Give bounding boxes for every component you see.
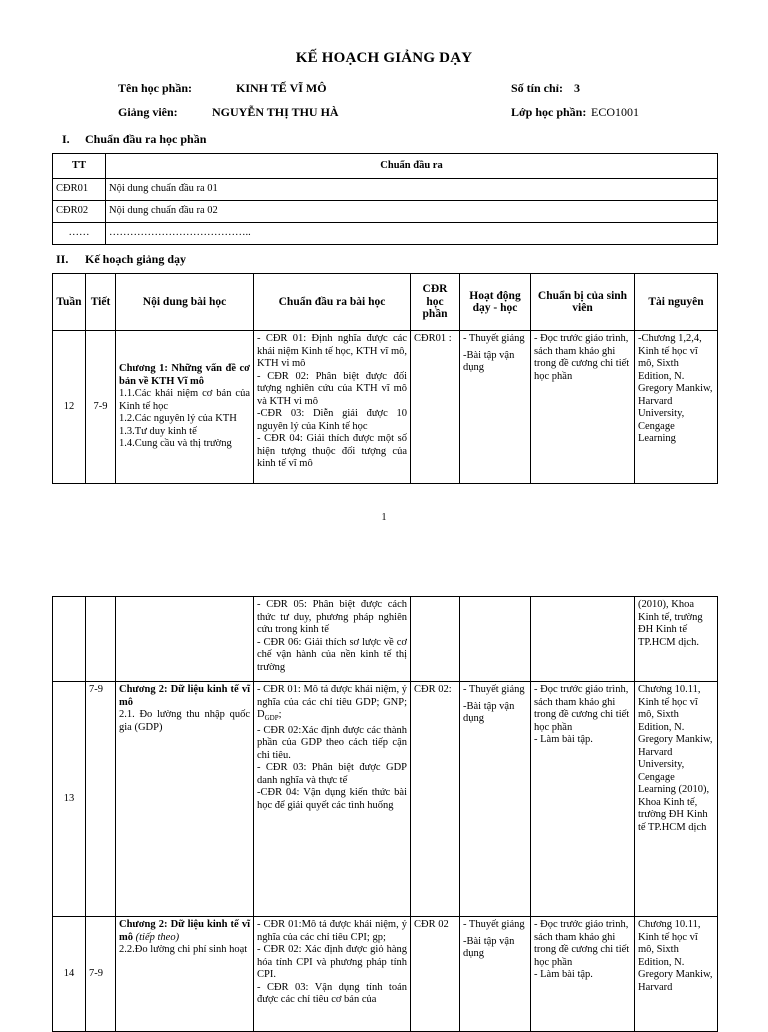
period-cell: 7-9 [86,917,116,1032]
period-cell: 7-9 [86,331,116,484]
activities-cell [460,682,531,917]
course-outcome-cell: CĐR 02: [411,682,460,917]
header-course-outcome: CĐR học phần [411,274,460,331]
lesson-outcomes-cell: - CĐR 01:Mô tả được khái niệm, ý nghĩa của các chỉ tiêu CPI; gp; - CĐR 02: Xác định được giỏ hàng hóa tính CPI và phương pháp tính CPI. - CĐR 03: Vận dụng tính toán được các chỉ tiêu cơ bản của [254,917,411,1032]
course-outcome-cell [411,597,460,682]
outcome-code: …… [53,223,106,245]
preparation-cell: - Đọc trước giáo trình, sách tham khảo ghi trong đề cương chi tiết học phần - Làm bài tập. [531,682,635,917]
outcomes-header-content: Chuẩn đầu ra [106,154,718,179]
class-value: ECO1001 [591,105,639,119]
outcomes-subscript: GDP [264,714,279,723]
lesson-item: 1.4.Cung cầu và thị trường [119,438,232,450]
lesson-item: 1.1.Các khái niệm cơ bản của Kinh tế học [119,388,250,412]
chapter-note: (tiếp theo) [135,931,180,943]
plan-table-page1 [52,273,718,484]
header-week: Tuần [53,274,86,331]
preparation-cell: - Đọc trước giáo trình, sách tham khảo ghi trong đề cương chi tiết học phần - Làm bài tập. [531,917,635,1032]
section-2-title: Kế hoạch giảng dạy [85,252,187,266]
lesson-item: 2.2.Đo lường chi phí sinh hoạt [119,944,248,955]
chapter-title: Chương 2: Dữ liệu kinh tế vĩ mô [119,684,250,708]
content-cell [116,597,254,682]
content-cell [116,682,254,917]
chapter-title: Chương 1: Những vấn đề cơ bản về KTH Vĩ mô [119,363,250,387]
resources-cell: (2010), Khoa Kinh tế, trường ĐH Kinh tế TP.HCM dịch. [635,597,718,682]
outcome-code: CĐR02 [53,201,106,223]
resources-cell: Chương 10.11, Kinh tế học vĩ mô, Sixth Edition, N. Gregory Mankiw, Harvard [635,917,718,1032]
preparation-cell: - Đọc trước giáo trình, sách tham khảo ghi trong đề cương chi tiết học phần [531,331,635,484]
resources-cell: Chương 10.11, Kinh tế học vĩ mô, Sixth Edition, N. Gregory Mankiw, Harvard University, Cengage Learning (2010), Khoa Kinh tế, trường ĐH Kinh tế TP.HCM dịch [635,682,718,917]
page-number: 1 [381,512,387,523]
section-1-number: I. [62,132,70,146]
header-preparation: Chuẩn bị của sinh viên [531,274,635,331]
week-cell: 14 [53,917,86,1032]
lesson-item: 1.2.Các nguyên lý của KTH [119,413,237,425]
activity-exercise: -Bài tập vận dụng [463,935,515,959]
header-lesson-outcomes: Chuẩn đầu ra bài học [254,274,411,331]
content-cell [116,331,254,484]
activities-cell [460,917,531,1032]
outcome-text: ………………………………….. [106,223,718,245]
course-label: Tên học phần: [118,81,193,95]
plan-table-page2 [52,596,718,1032]
header-period: Tiết [86,274,116,331]
period-cell: 7-9 [86,682,116,917]
outcome-code: CĐR01 [53,179,106,201]
outcomes-header-tt: TT [53,154,106,179]
course-outcome-cell: CĐR01 : [411,331,460,484]
activities-cell [460,597,531,682]
activity-exercise: -Bài tập vận dụng [463,349,515,373]
activity-lecture: - Thuyết giảng [463,919,525,930]
table-row [53,201,718,223]
class-label: Lớp học phần: [511,105,587,119]
table-row [53,597,718,682]
header-content: Nội dung bài học [116,274,254,331]
lesson-item: 2.1. Đo lường thu nhập quốc gia (GDP) [119,709,250,733]
week-cell [53,597,86,682]
lecturer-label: Giảng viên: [118,105,178,119]
header-activities: Hoạt động dạy - học [460,274,531,331]
table-row [53,331,718,484]
lesson-outcomes-cell: - CĐR 01: Định nghĩa được các khái niệm Kinh tế học, KTH vĩ mô, KTH vi mô - CĐR 02: Phân biệt được đối tượng nghiên cứu của KTH vĩ mô và KTH vi mô -CĐR 03: Diễn giải được 10 nguyên lý của Kinh tế học - CĐR 04: Giải thích được một số hiện tượng thuộc đối tượng của kinh tế vĩ mô [254,331,411,484]
table-row [53,179,718,201]
activities-cell [460,331,531,484]
document-title: KẾ HOẠCH GIẢNG DẠY [295,50,473,66]
section-2-number: II. [56,252,69,266]
credits-value: 3 [574,81,580,95]
lesson-item: 1.3.Tư duy kinh tế [119,425,197,437]
outcomes-table [52,153,718,245]
table-row [53,682,718,917]
preparation-cell [531,597,635,682]
week-cell: 13 [53,682,86,917]
chapter-title [119,919,250,944]
outcome-text: Nội dung chuẩn đầu ra 02 [106,201,718,223]
course-outcome-cell: CĐR 02 [411,917,460,1032]
resources-cell: -Chương 1,2,4, Kinh tế học vĩ mô, Sixth Edition, N. Gregory Mankiw, Harvard University, Cengage Learning [635,331,718,484]
plan-header-row [53,274,718,331]
outcome-text: Nội dung chuẩn đầu ra 01 [106,179,718,201]
activity-exercise: -Bài tập vận dụng [463,700,515,724]
header-resources: Tài nguyên [635,274,718,331]
course-value: KINH TẾ VĨ MÔ [236,81,327,95]
lecturer-value: NGUYỄN THỊ THU HÀ [212,105,339,119]
activity-lecture: - Thuyết giảng [463,684,525,695]
activity-lecture: - Thuyết giảng [463,333,525,344]
outcomes-text-b: ; - CĐR 02:Xác định được các thành phần của GDP theo cách tiếp cận chi tiêu. - CĐR 03: Phân biệt được GDP danh nghĩa và thực tế -CĐR 04: Vận dụng kiến thức bài học để giải quyết các tình huống [257,709,407,811]
lesson-outcomes-cell [254,682,411,917]
period-cell [86,597,116,682]
credits-label: Số tín chỉ: [511,81,564,95]
outcomes-text-a: - CĐR 01: Mô tả được khái niệm, ý nghĩa của các chỉ tiêu GDP; GNP; D [257,684,407,720]
chapter-name: Chương 2: Dữ liệu kinh tế vĩ mô [119,919,250,943]
section-1-title: Chuẩn đầu ra học phần [85,132,207,146]
week-cell: 12 [53,331,86,484]
lesson-outcomes-cell: - CĐR 05: Phân biệt được cách thức tư duy, phương pháp nghiên cứu trong kinh tế - CĐR 06: Giải thích sơ lược về cơ chế vận hành của nền kinh tế thị trường [254,597,411,682]
outcomes-header-row [53,154,718,179]
table-row [53,917,718,1032]
content-cell [116,917,254,1032]
table-row [53,223,718,245]
